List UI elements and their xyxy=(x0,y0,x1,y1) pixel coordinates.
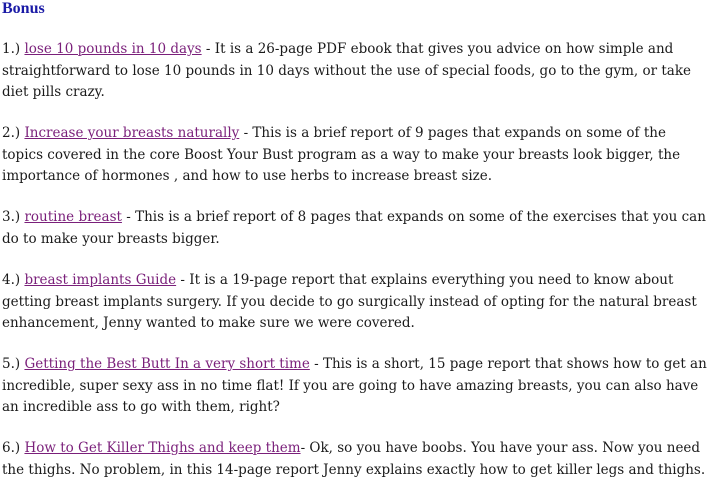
item-number: 2.) xyxy=(2,125,25,141)
item-description: - It is a 26-page PDF ebook that gives you advice on how simple and straightforward to lose 10 pounds in 10 days without the use of special foods, go to the gym, or take diet pills crazy. xyxy=(2,41,692,100)
article xyxy=(2,0,710,478)
bonus-link-6[interactable]: How to Get Killer Thighs and keep them xyxy=(24,440,301,456)
bonus-item-5 xyxy=(2,354,710,419)
item-description: - This is a brief report of 8 pages that expands on some of the exercises that you can do to make your breasts bigger. xyxy=(2,209,706,247)
item-description: - It is a 19-page report that explains everything you need to know about getting breast implants surgery. If you decide to go surgically instead of opting for the natural breast enhancement, Jenny wanted to make sure we were covered. xyxy=(2,272,697,331)
item-description: - This is a brief report of 9 pages that expands on some of the topics covered in the core Boost Your Bust program as a way to make your breasts look bigger, the importance of hormones , and how to use herbs to increase breast size. xyxy=(2,125,681,184)
bonus-link-3[interactable]: routine breast xyxy=(24,209,122,225)
bonus-heading: Bonus xyxy=(2,0,45,17)
item-number: 1.) xyxy=(2,41,25,57)
bonus-item-2 xyxy=(2,123,710,188)
item-description: - This is a short, 15 page report that shows how to get an incredible, super sexy ass in no time flat! If you are going to have amazing breasts, you can also have an incredible ass to go with them, right? xyxy=(2,356,707,415)
item-number: 4.) xyxy=(2,272,25,288)
item-number: 3.) xyxy=(2,209,25,225)
bonus-item-6 xyxy=(2,438,710,481)
bonus-link-2[interactable]: Increase your breasts naturally xyxy=(24,125,240,141)
item-number: 6.) xyxy=(2,440,25,456)
item-number: 5.) xyxy=(2,356,25,372)
item-description: - Ok, so you have boobs. You have your ass. Now you need the thighs. No problem, in this 14-page report Jenny explains exactly how to get killer legs and thighs. xyxy=(2,440,706,478)
bonus-link-5[interactable]: Getting the Best Butt In a very short time xyxy=(24,356,310,372)
bonus-link-4[interactable]: breast implants Guide xyxy=(24,272,177,288)
bonus-item-4 xyxy=(2,270,710,335)
bonus-item-1 xyxy=(2,39,710,104)
bonus-item-3 xyxy=(2,207,710,250)
bonus-link-1[interactable]: lose 10 pounds in 10 days xyxy=(24,41,202,57)
